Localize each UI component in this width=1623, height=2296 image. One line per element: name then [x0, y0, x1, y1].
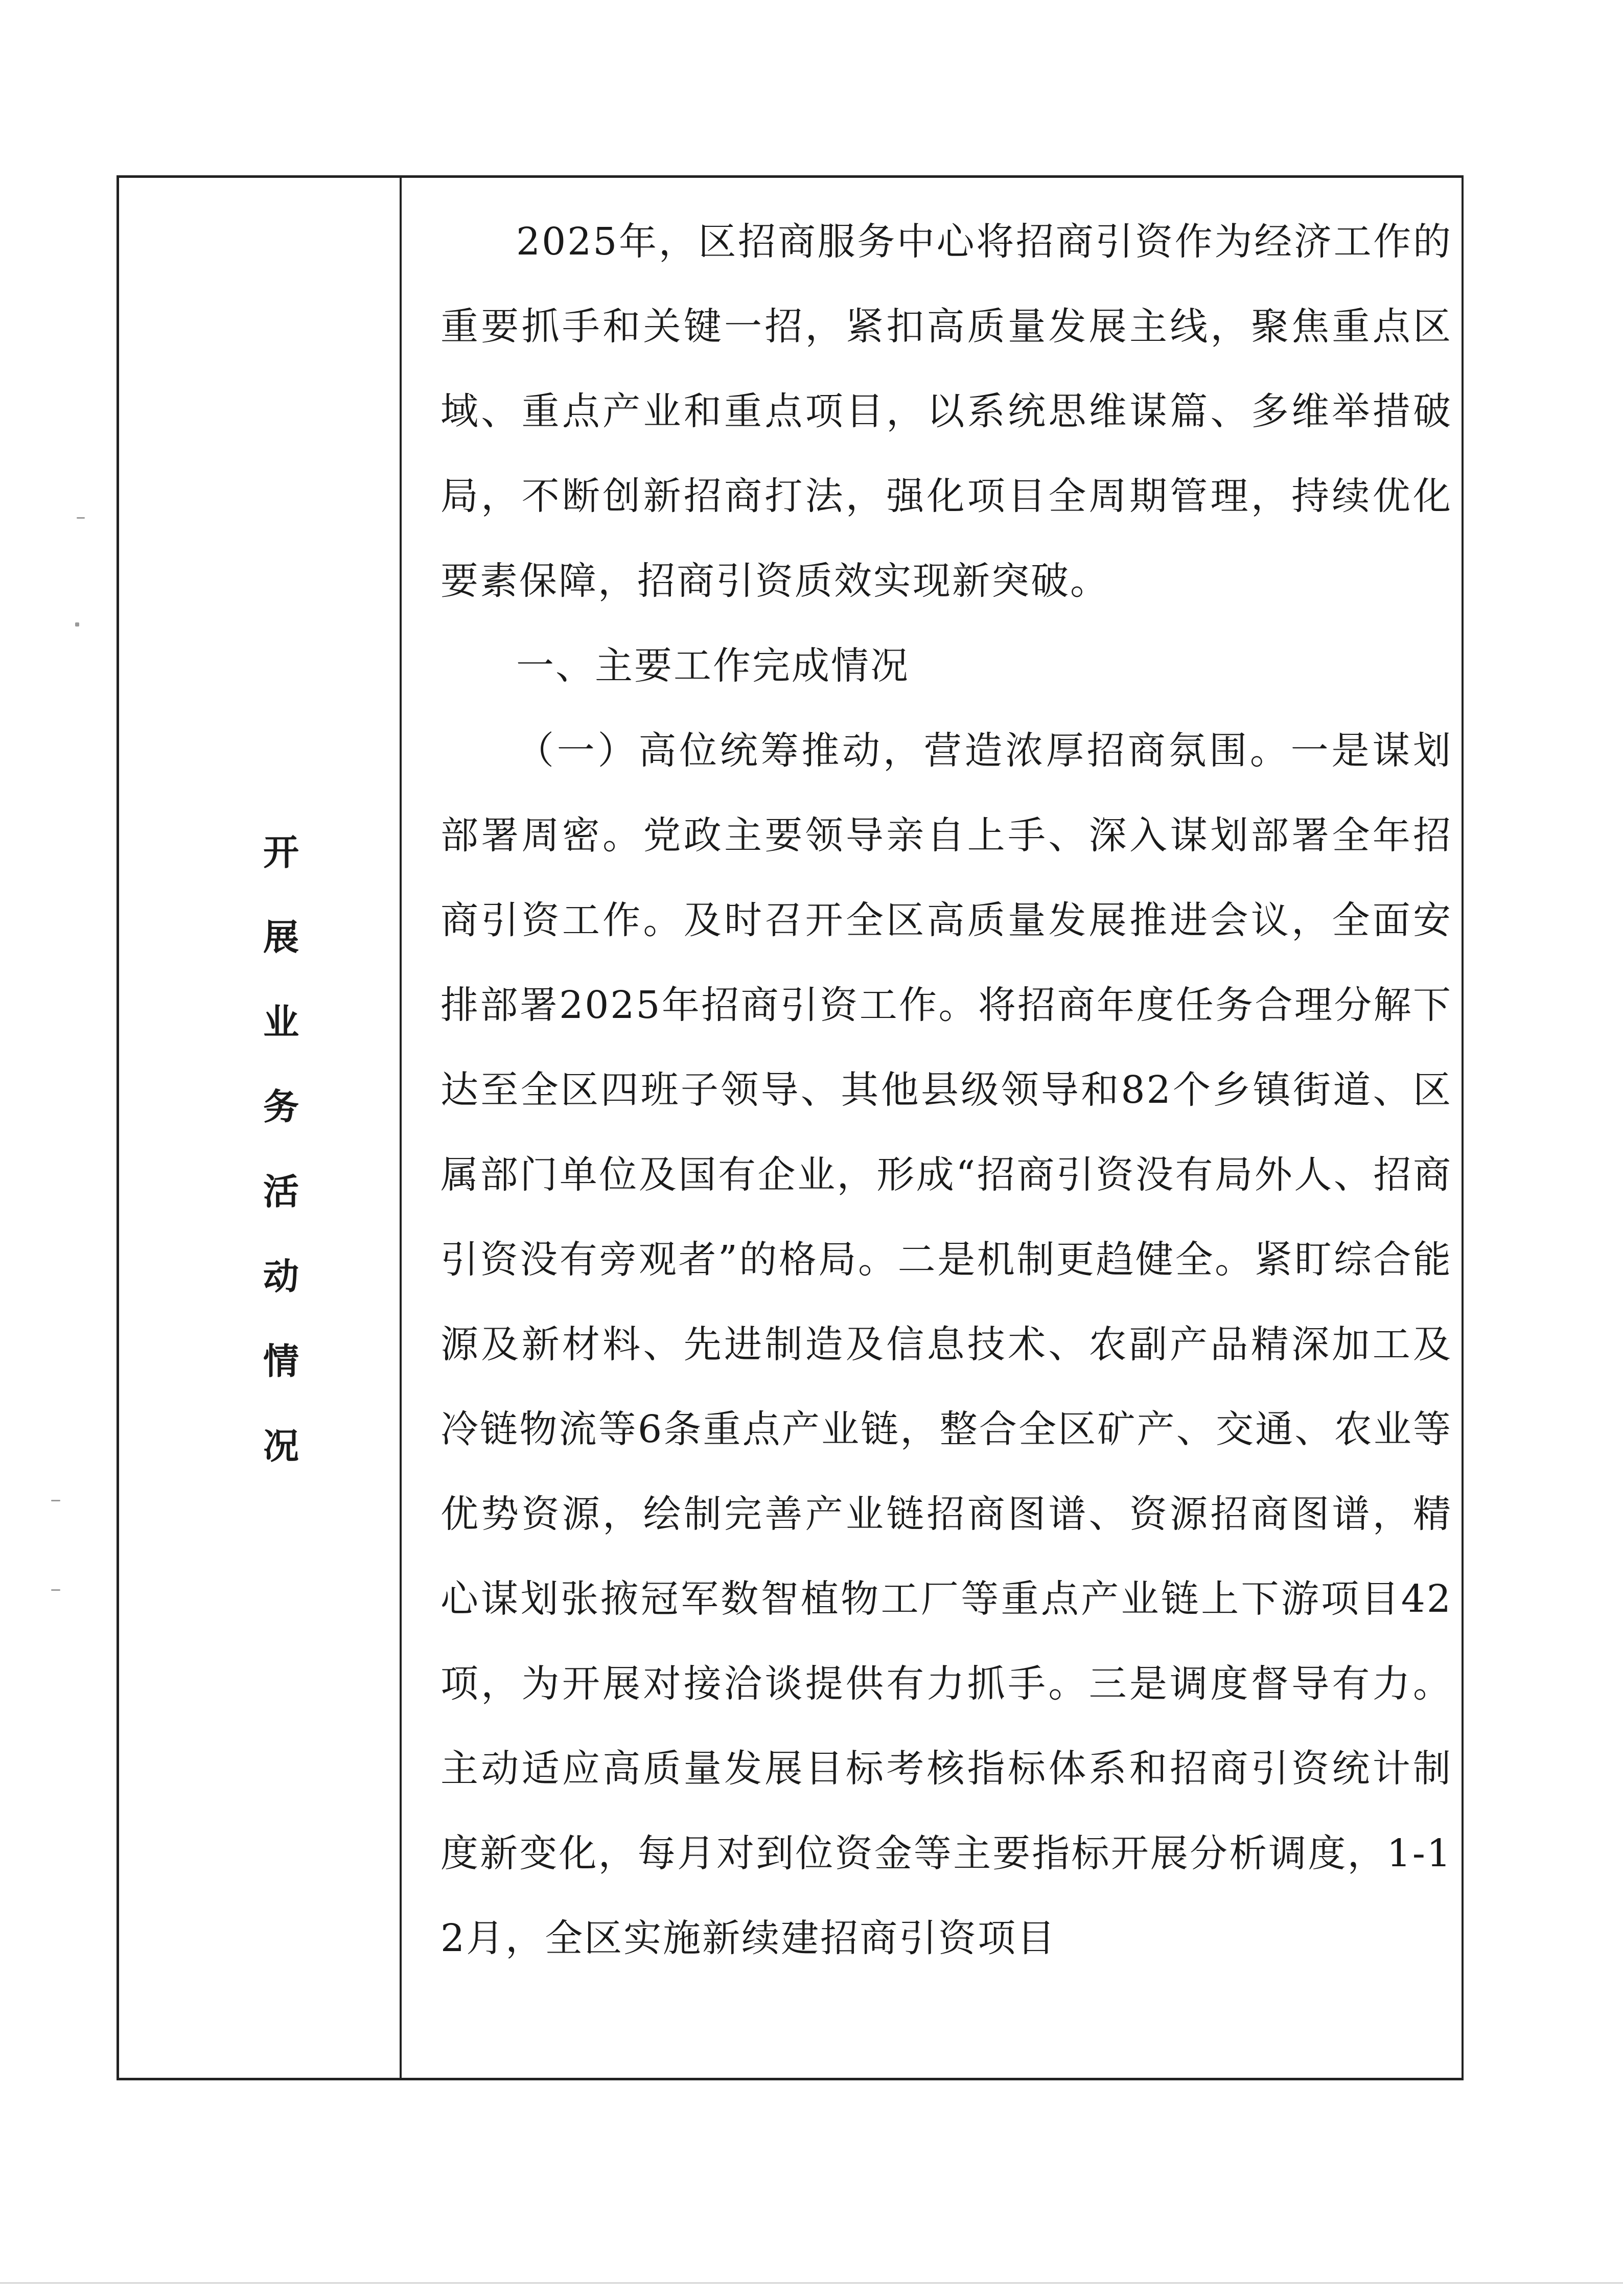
scan-speck — [75, 622, 79, 627]
intro-paragraph: 2025年，区招商服务中心将招商引资作为经济工作的重要抓手和关键一招，紧扣高质量发展主线，聚焦重点区域、重点产业和重点项目，以系统思维谋篇、多维举措破局，不断创新招商打法，强化项目全周期管理，持续优化要素保障，招商引资质效实现新突破。 — [440, 220, 1452, 603]
row-label-char: 务 — [263, 1085, 299, 1128]
scan-speck — [51, 1589, 60, 1591]
row-label — [240, 810, 322, 1489]
row-label-char: 情 — [263, 1340, 299, 1382]
body-paragraph: （一）高位统筹推动，营造浓厚招商氛围。一是谋划部署周密。党政主要领导亲自上手、深入谋划部署全年招商引资工作。及时召开全区高质量发展推进会议，全面安排部署2025年招商引资工作。将招商年度任务合理分解下达至全区四班子领导、其他县级领导和82个乡镇街道、区属部门单位及国有企业，形成“招商引资没有局外人、招商引资没有旁观者”的格局。二是机制更趋健全。紧盯综合能源及新材料、先进制造及信息技术、农副产品精深加工及冷链物流等6条重点产业链，整合全区矿产、交通、农业等优势资源，绘制完善产业链招商图谱、资源招商图谱，精心谋划张掖冠军数智植物工厂等重点产业链上下游项目42项，为开展对接洽谈提供有力抓手。三是调度督导有力。主动适应高质量发展目标考核指标体系和招商引资统计制度新变化，每月对到位资金等主要指标开展分析调度，1-12月，全区实施新续建招商引资项目 — [440, 729, 1452, 1960]
scan-speck — [51, 1500, 60, 1501]
row-label-char: 开 — [263, 831, 299, 873]
row-label-char: 活 — [263, 1170, 299, 1213]
row-label-char: 展 — [263, 916, 299, 958]
column-divider — [400, 175, 402, 2080]
scan-edge — [0, 2282, 1623, 2284]
row-label-char: 况 — [263, 1425, 299, 1467]
section-heading: 一、主要工作完成情况 — [516, 644, 910, 688]
scan-speck — [77, 517, 85, 519]
content-cell — [440, 199, 1452, 1981]
row-label-char: 业 — [263, 1001, 299, 1043]
row-label-char: 动 — [263, 1255, 299, 1297]
